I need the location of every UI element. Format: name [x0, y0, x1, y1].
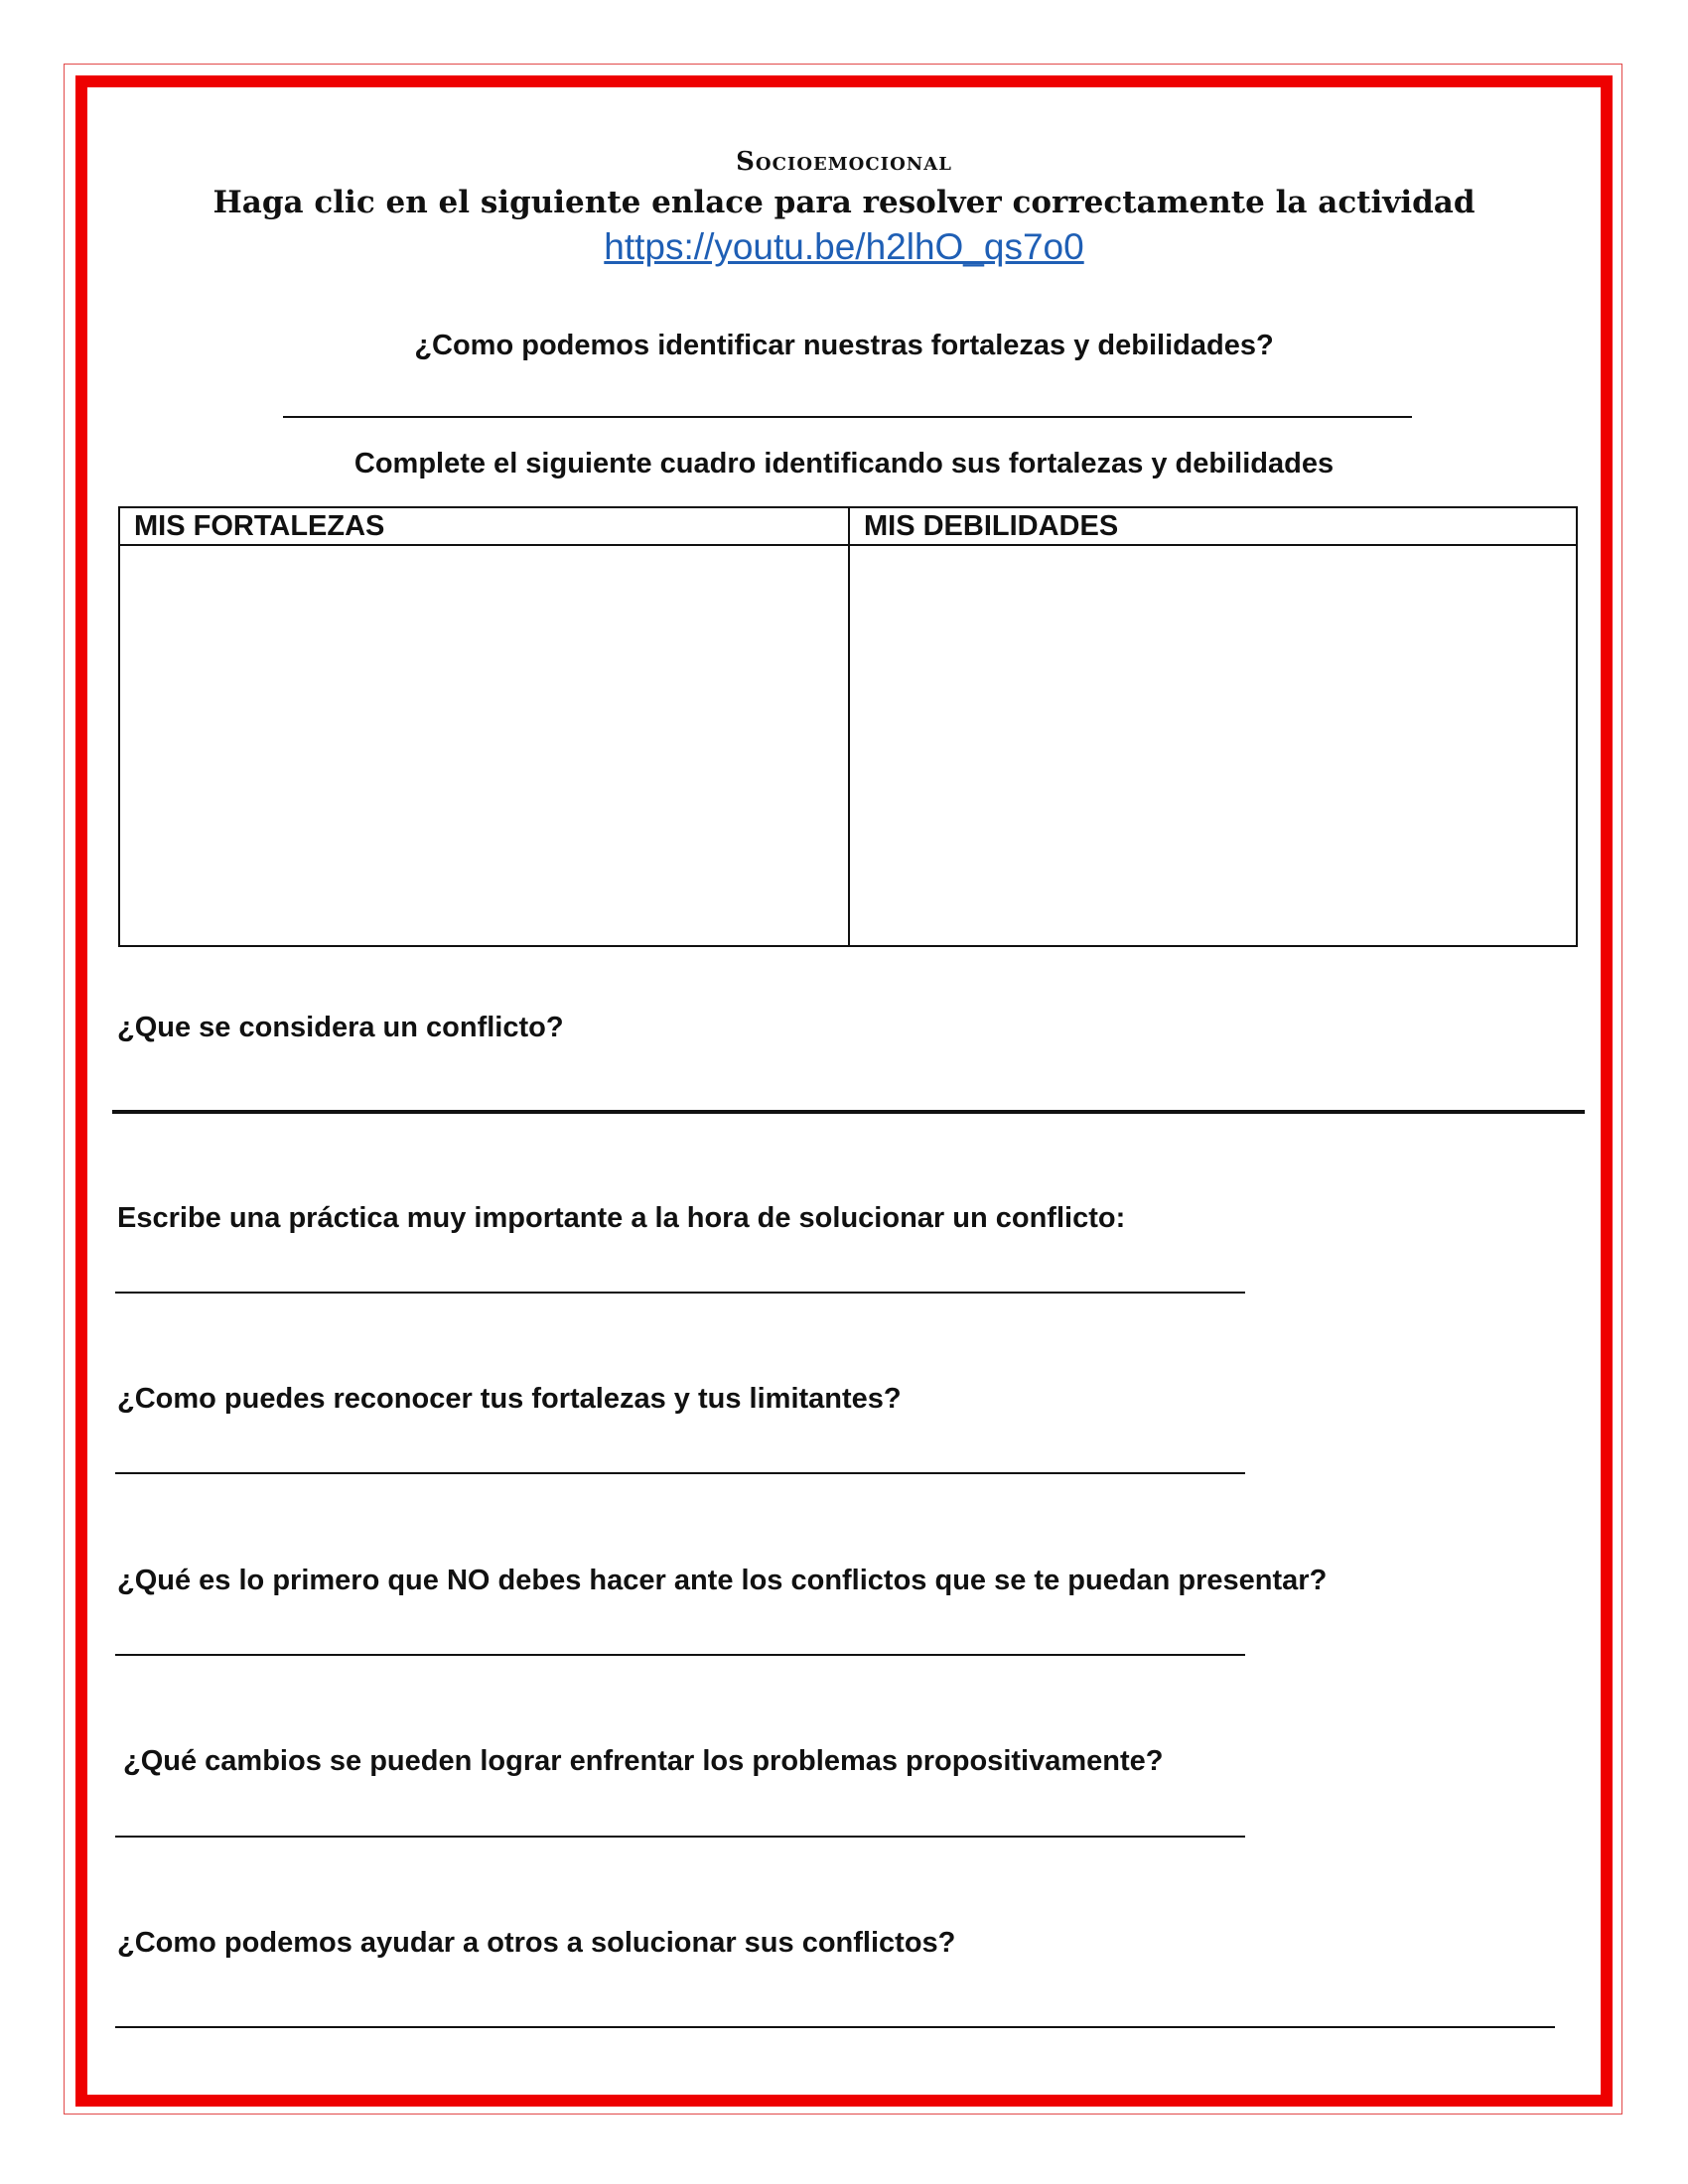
question-4: ¿Como puedes reconocer tus fortalezas y tus limitantes?: [117, 1383, 902, 1415]
answer-line-5[interactable]: [115, 1654, 1245, 1656]
strengths-header: MIS FORTALEZAS: [120, 508, 848, 546]
table-instruction: Complete el siguiente cuadro identificando sus fortalezas y debilidades: [353, 448, 1335, 479]
answer-line-1[interactable]: [283, 416, 1412, 418]
question-2: ¿Que se considera un conflicto?: [117, 1012, 564, 1043]
strengths-column: [120, 508, 850, 945]
strengths-cell[interactable]: [120, 546, 848, 945]
answer-line-3[interactable]: [115, 1292, 1245, 1294]
subject-heading: Socioemocional: [736, 147, 952, 177]
video-link[interactable]: https://youtu.be/h2lhO_qs7o0: [604, 226, 1084, 267]
page-border-red: [75, 75, 1613, 2107]
question-3: Escribe una práctica muy importante a la hora de solucionar un conflicto:: [117, 1202, 1126, 1234]
question-6: ¿Qué cambios se pueden lograr enfrentar los problemas propositivamente?: [123, 1745, 1164, 1777]
question-1: ¿Como podemos identificar nuestras fortalezas y debilidades?: [414, 330, 1274, 361]
question-7: ¿Como podemos ayudar a otros a solucionar sus conflictos?: [117, 1927, 956, 1959]
weaknesses-header: MIS DEBILIDADES: [850, 508, 1576, 546]
question-5: ¿Qué es lo primero que NO debes hacer ante los conflictos que se te puedan presentar?: [117, 1565, 1328, 1596]
answer-line-2[interactable]: [112, 1110, 1585, 1114]
weaknesses-cell[interactable]: [850, 546, 1576, 945]
instruction-heading: Haga clic en el siguiente enlace para resolver correctamente la actividad: [212, 185, 1476, 220]
answer-line-4[interactable]: [115, 1472, 1245, 1474]
weaknesses-column: [850, 508, 1576, 945]
strengths-weaknesses-table: [118, 506, 1578, 947]
answer-line-7[interactable]: [115, 2026, 1555, 2028]
answer-line-6[interactable]: [115, 1836, 1245, 1838]
